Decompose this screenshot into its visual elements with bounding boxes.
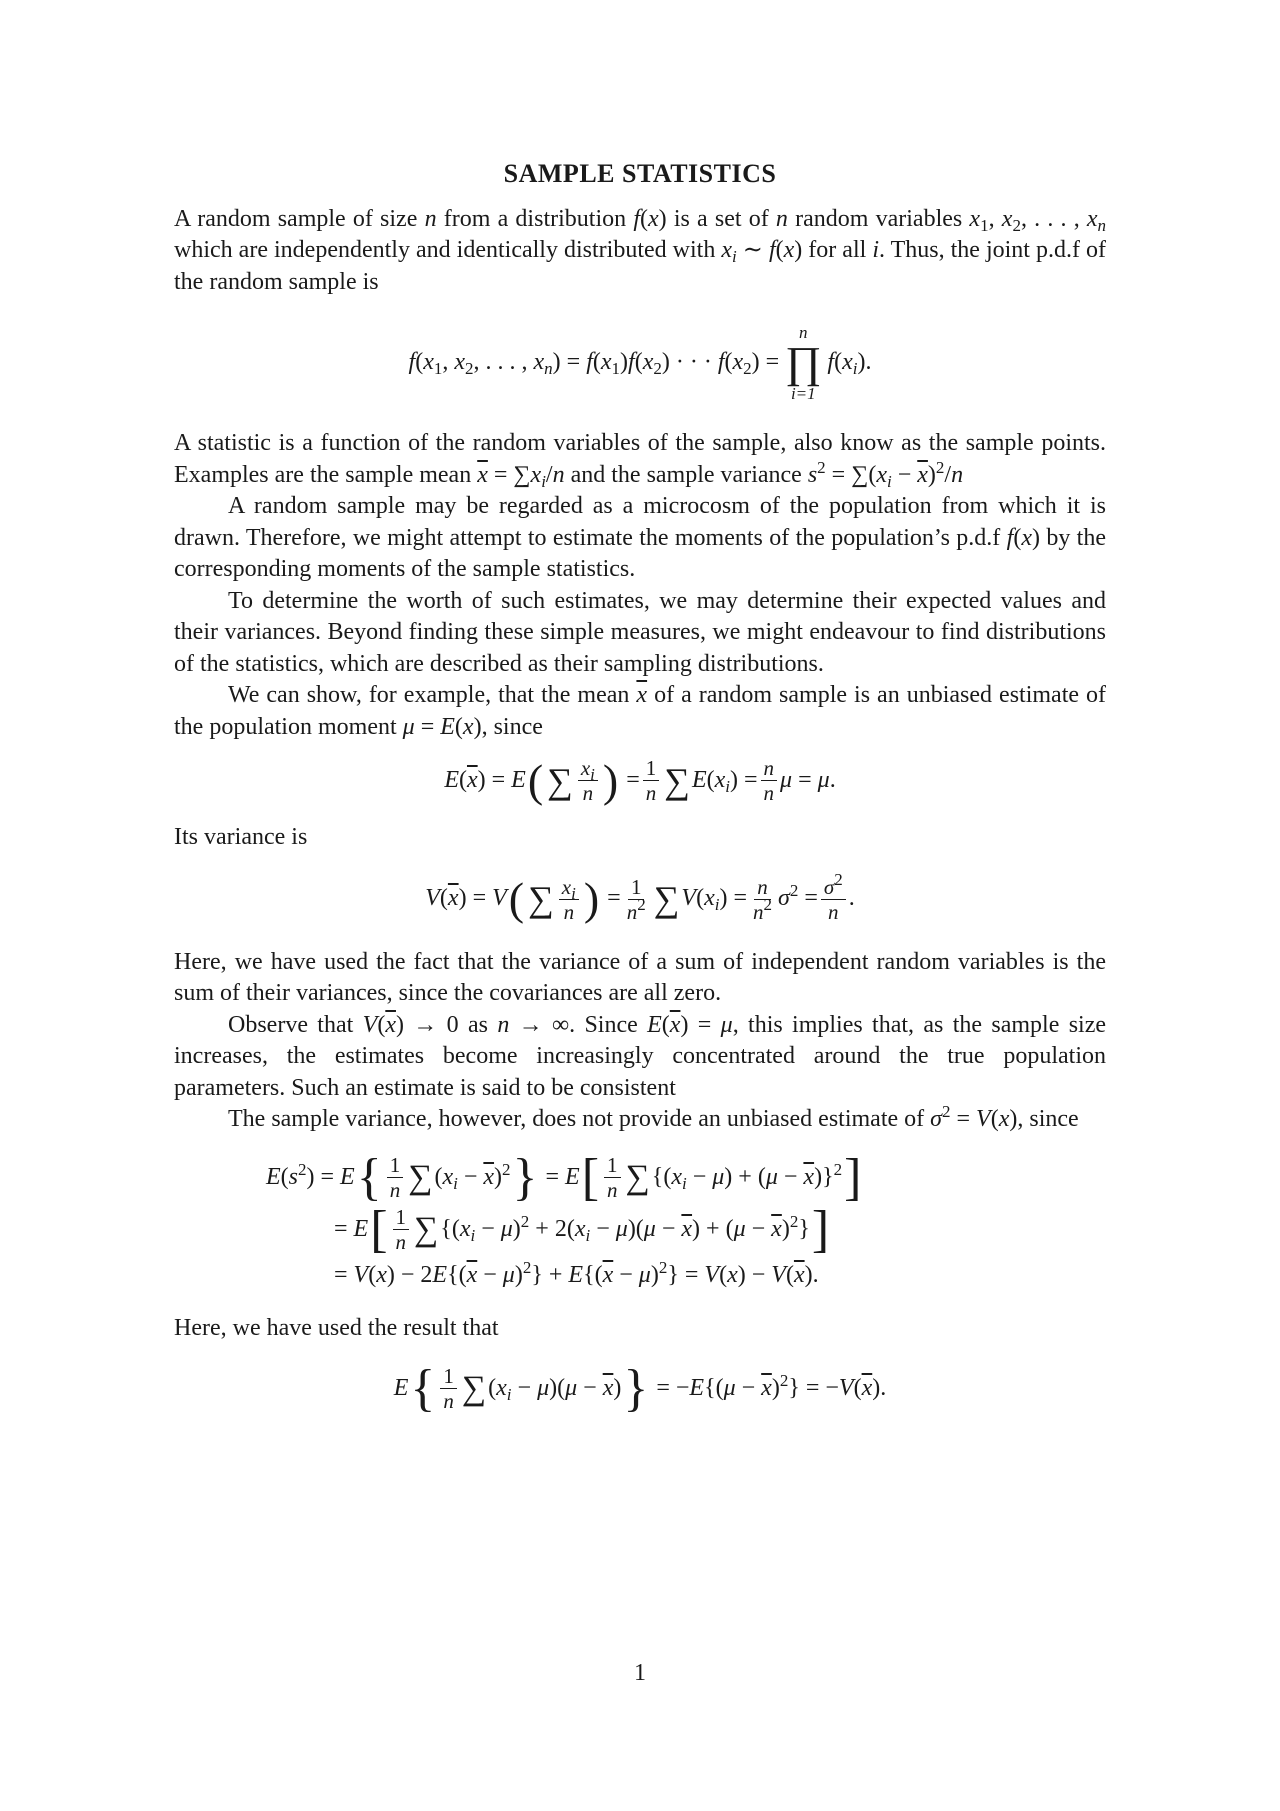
equation-expected-mean: $E(\overline{x}) = E$ ( ∑ $\frac{x_i}{n}$ ) = $\frac{1}{n}$ ∑ $E(x_i)$ = $\frac{n}{n}$ μ = μ. (444, 754, 836, 806)
paragraph-microcosm: A random sample may be regarded as a microcosm of the population from which it is drawn. Therefore, we might attempt to estimate the moments of the population’s p.d.f f(x) by the corresponding moments of the sample statistics. (174, 493, 1106, 582)
page-title: SAMPLE STATISTICS (503, 159, 777, 188)
paragraph-its-variance: Its variance is (174, 824, 308, 851)
equation-expected-variance: $E(s^2) = E$ { $\frac{1}{n}$ ∑ $(x_i - \overline{x})^2$ } = E [ $\frac{1}{n}$ ∑ $\{(x_i - \mu) + (\mu - \overline{x})\}^2$ ] = E [ $\frac{1}{n}$ ∑ $\{(x_i - \mu)^2 + 2(x_i - \mu)(\mu - \overline{x}) + (\mu - \overline{x})^2\}$ ] = $V(x) - 2E\{(\overline{x} - \mu)^2\} + E\{(\overline{x} - \mu)^2\} = V(x) - V(\overline{x})$. (266, 1148, 862, 1288)
document-page (174, 150, 1106, 1415)
paragraph-used-result: Here, we have used the result that (174, 1315, 499, 1342)
equation-variance-mean: $V(\overline{x}) = V$ ( ∑ $\frac{x_i}{n}$ ) = $\frac{1}{n^2}$ ∑ $V(x_i)$ = $\frac{n}{n^2}$ $\sigma^2$ = $\frac{\sigma^2}{n}$ . (425, 869, 855, 925)
paragraph-statistic: A statistic is a function of the random variables of the sample, also know as the sample points. Examples are the sample mean $\overline{x} = \sum x_i/n$ and the sample variance $s^2 = \sum(x_i - \overline{x})^2/n$ (174, 430, 1106, 491)
equation-joint-pdf: $f(x_1$, $x_2$, . . . , $x_n) = f(x_1)f(x_2)$ · · · $f(x_2)$ = n ∏ i=1 $f(x_i)$. (408, 323, 872, 403)
paragraph-unbiased-mean: We can show, for example, that the mean $\overline{x}$ of a random sample is an unbiased estimate of the population moment μ = E(x), since (174, 682, 1107, 740)
paragraph-covariances: Here, we have used the fact that the variance of a sum of independent random variables is the sum of their variances, since the covariances are all zero. (174, 948, 1106, 1007)
paragraph-random-sample: A random sample of size n from a distribution f(x) is a set of n random variables $x_1$, $x_2$, . . . , $x_n$ which are independently and identically distributed with $x_i$ ∼ f(x) for all i. Thus, the joint p.d.f of the random sample is (174, 205, 1107, 295)
paragraph-sample-variance: The sample variance, however, does not provide an unbiased estimate of $\sigma^2 = V(x)$, since (228, 1102, 1079, 1133)
equation-cross-term: E { $\frac{1}{n}$ ∑ $(x_i - \mu)(\mu - \overline{x})$ } = $-E\{(\mu - \overline{x})^2\} = -V(\overline{x})$. (393, 1359, 887, 1417)
paragraph-consistent: Observe that $V(\overline{x}) \to 0$ as n → ∞. Since $E(\overline{x}) = \mu$, this implies that, as the sample size increases, the estimates become increasingly concentrated around the true population parameters. Such an estimate is said to be consistent (174, 1011, 1107, 1101)
paragraph-estimates: To determine the worth of such estimates, we may determine their expected values and their variances. Beyond finding these simple measures, we might endeavour to find distributions of the statistics, which are described as their sampling distributions. (174, 587, 1106, 677)
page-number: 1 (634, 1660, 646, 1686)
